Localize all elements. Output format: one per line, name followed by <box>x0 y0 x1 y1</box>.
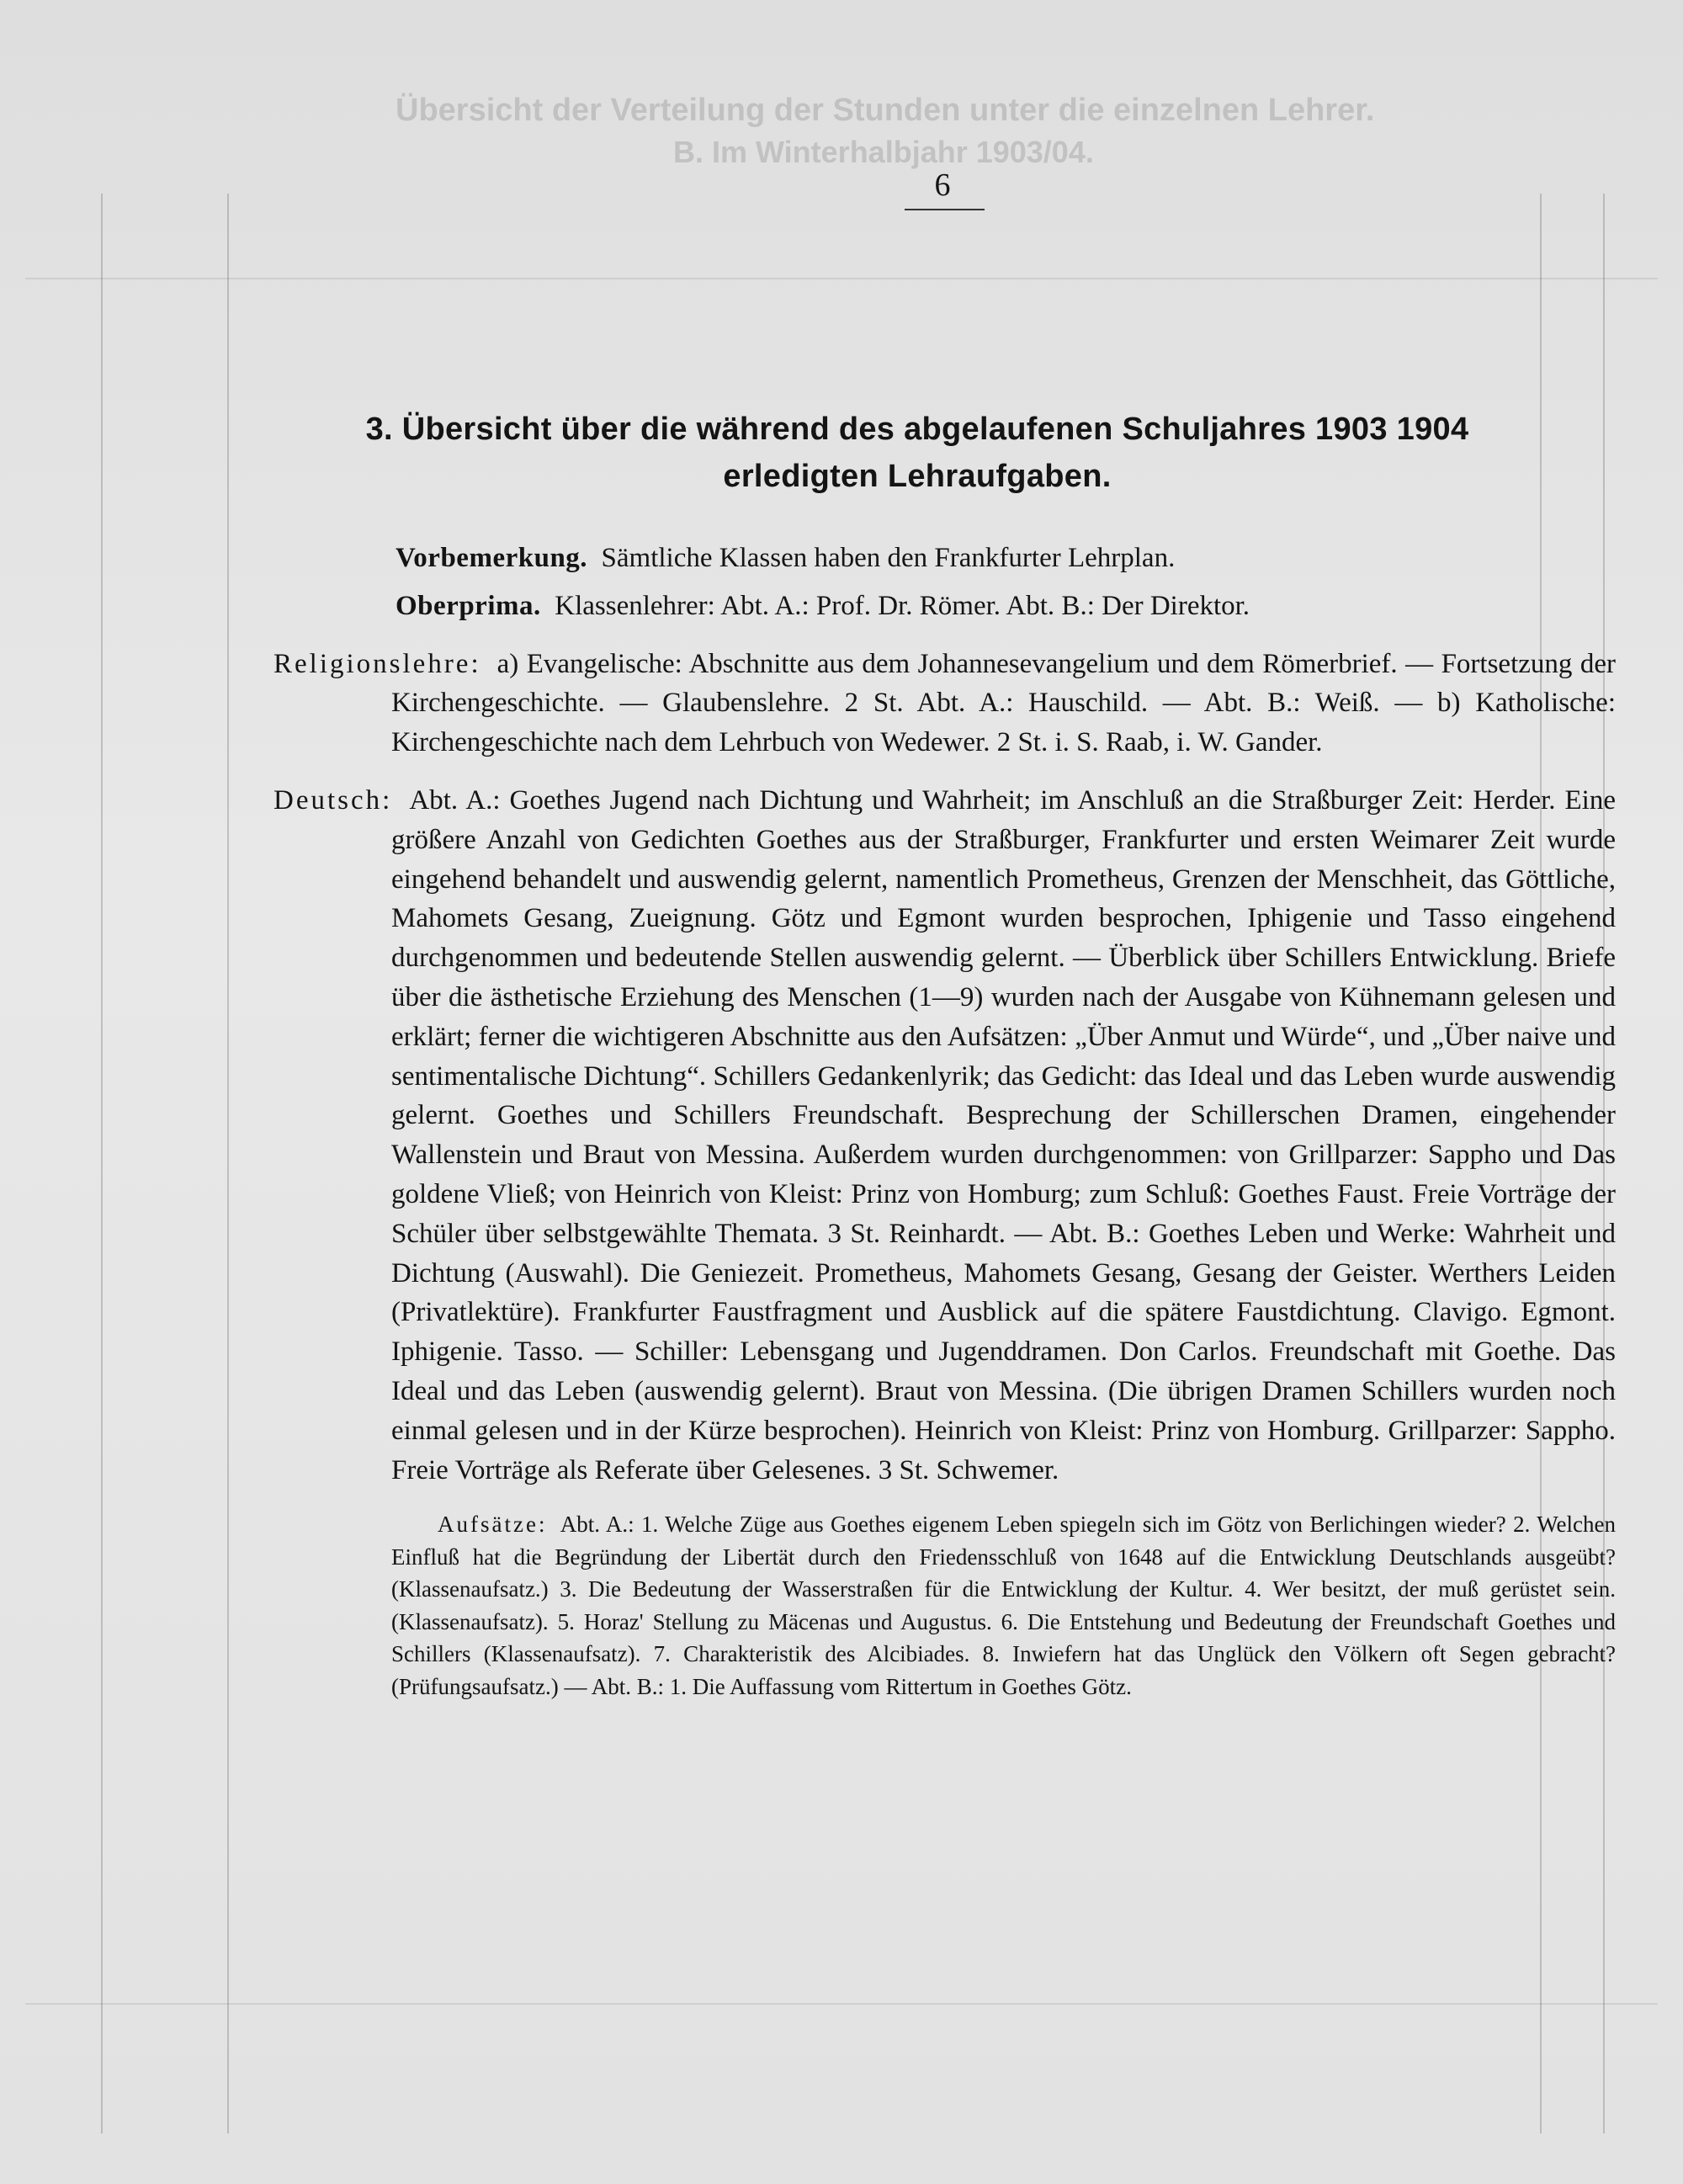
oberprima-paragraph <box>273 587 1616 626</box>
religionslehre-text: a) Evangelische: Abschnitte aus dem Johannesevangelium und dem Römerbrief. — Fortsetzung der Kirchengeschichte. — Glaubenslehre. 2 St. Abt. A.: Hauschild. — Abt. B.: Weiß. — b) Katholische: Kirchengeschichte nach dem Lehrbuch von Wedewer. 2 St. i. S. Raab, i. W. Gander. <box>391 648 1617 758</box>
page-number-rule <box>905 209 985 210</box>
aufsaetze-paragraph <box>391 1508 1616 1703</box>
bleed-through-heading: Übersicht der Verteilung der Stunden unter die einzelnen Lehrer. <box>396 93 1375 128</box>
page-number: 6 <box>934 167 951 203</box>
section-title-line-2: erledigten Lehraufgaben. <box>723 459 1112 494</box>
bleed-through-subheading: B. Im Winterhalbjahr 1903/04. <box>673 135 1094 169</box>
section-title <box>252 406 1582 500</box>
bleed-through-rule <box>101 194 103 2134</box>
aufsaetze-label: Aufsätze: <box>438 1512 548 1538</box>
oberprima-label: Oberprima. <box>396 590 541 621</box>
religionslehre-label: Religionslehre: <box>273 648 481 679</box>
vorbemerkung-label: Vorbemerkung. <box>396 543 588 573</box>
deutsch-label: Deutsch: <box>273 784 393 816</box>
vorbemerkung-paragraph <box>273 539 1616 578</box>
bleed-through-rule <box>25 278 1658 279</box>
vorbemerkung-text: Sämtliche Klassen haben den Frankfurter Lehrplan. <box>601 543 1176 573</box>
oberprima-text: Klassenlehrer: Abt. A.: Prof. Dr. Römer. Abt. B.: Der Direktor. <box>555 590 1250 621</box>
deutsch-paragraph <box>273 781 1616 1490</box>
aufsaetze-text: Abt. A.: 1. Welche Züge aus Goethes eigenem Leben spiegeln sich im Götz von Berlichingen wieder? 2. Welchen Einfluß hat die Begründung der Libertät durch den Friedensschluß von 1648 auf die Entwicklung Deutschlands ausgeübt? (Klassenaufsatz.) 3. Die Bedeutung der Wasserstraßen für die Entwicklung der Kultur. 4. Wer besitzt, der muß gerüstet sein. (Klassenaufsatz). 5. Horaz' Stellung zu Mäcenas und Augustus. 6. Die Entstehung und Bedeutung der Freundschaft Goethes und Schillers (Klassenaufsatz). 7. Charakteristik des Alcibiades. 8. Inwiefern hat das Unglück den Völkern oft Segen gebracht? (Prüfungsaufsatz.) — Abt. B.: 1. Die Auffassung vom Rittertum in Goethes Götz. <box>391 1512 1616 1699</box>
religionslehre-paragraph <box>273 645 1616 763</box>
section-title-line-1: 3. Übersicht über die während des abgelaufenen Schuljahres 1903 1904 <box>365 412 1469 447</box>
bleed-through-rule <box>25 2003 1658 2005</box>
deutsch-text: Abt. A.: Goethes Jugend nach Dichtung und Wahrheit; im Anschluß an die Straßburger Zeit: Herder. Eine größere Anzahl von Gedichten Goethes aus der Straßburger, Frankfurter und ersten Weimarer Zeit wurde eingehend behandelt und auswendig gelernt, namentlich Prometheus, Grenzen der Menschheit, das Göttliche, Mahomets Gesang, Zueignung. Götz und Egmont wurden besprochen, Iphigenie und Tasso eingehend durchgenommen und bedeutende Stellen auswendig gelernt. — Überblick über Schillers Entwicklung. Briefe über die ästhetische Erziehung des Menschen (1—9) wurden nach der Ausgabe von Kühnemann gelesen und erklärt; ferner die wichtigeren Abschnitte aus den Aufsätzen: „Über Anmut und Würde“, und „Über naive und sentimentalische Dichtung“. Schillers Gedankenlyrik; das Gedicht: das Ideal und das Leben wurde auswendig gelernt. Goethes und Schillers Freundschaft. Besprechung der Schillerschen Dramen, eingehender Wallenstein und Braut von Messina. Außerdem wurden durchgenommen: von Grillparzer: Sappho und Das goldene Vließ; von Heinrich von Kleist: Prinz von Homburg; zum Schluß: Goethes Faust. Freie Vorträge der Schüler über selbstgewählte Themata. 3 St. Reinhardt. — Abt. B.: Goethes Leben und Werke: Wahrheit und Dichtung (Auswahl). Die Geniezeit. Prometheus, Mahomets Gesang, Gesang der Geister. Werthers Leiden (Privatlektüre). Frankfurter Faustfragment und Ausblick auf die spätere Faustdichtung. Clavigo. Egmont. Iphigenie. Tasso. — Schiller: Lebensgang und Jugenddramen. Don Carlos. Freundschaft mit Goethe. Das Ideal und das Leben (auswendig gelernt). Braut von Messina. (Die übrigen Dramen Schillers wurden noch einmal gelesen und in der Kürze besprochen). Heinrich von Kleist: Prinz von Homburg. Grillparzer: Sappho. Freie Vorträge als Referate über Gelesenes. 3 St. Schwemer. <box>391 784 1616 1485</box>
bleed-through-rule <box>227 194 229 2134</box>
body-text <box>273 539 1616 1703</box>
